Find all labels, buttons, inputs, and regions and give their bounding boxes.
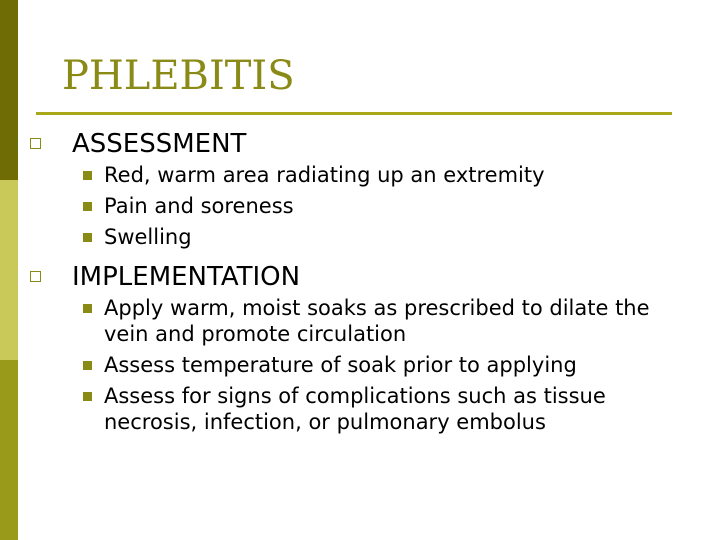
filled-square-bullet-icon — [83, 361, 92, 370]
filled-square-bullet-icon — [83, 233, 92, 242]
hollow-square-bullet-icon — [30, 271, 41, 282]
list-item-text: Red, warm area radiating up an extremity — [104, 163, 545, 187]
hollow-square-bullet-icon — [30, 138, 41, 149]
filled-square-bullet-icon — [83, 202, 92, 211]
list-item-text: Apply warm, moist soaks as prescribed to dilate the vein and promote circulation — [104, 296, 650, 346]
section-heading-assessment — [30, 126, 700, 162]
list-item-text: Pain and soreness — [104, 194, 294, 218]
list-item — [30, 295, 700, 352]
implementation-items — [30, 295, 700, 440]
accent-bar-middle-segment — [0, 180, 18, 360]
title-underline — [36, 112, 672, 115]
list-item-text: Swelling — [104, 225, 192, 249]
accent-bar-top-segment — [0, 0, 18, 180]
section-heading-text: ASSESSMENT — [72, 129, 247, 159]
slide-title: PHLEBITIS — [62, 53, 295, 99]
list-item-text: Assess for signs of complications such as tissue necrosis, infection, or pulmonary embolus — [104, 384, 606, 434]
list-item — [30, 352, 700, 383]
filled-square-bullet-icon — [83, 304, 92, 313]
list-item-text: Assess temperature of soak prior to applying — [104, 353, 577, 377]
list-item — [30, 224, 700, 255]
list-item — [30, 383, 700, 440]
slide-body — [30, 126, 700, 444]
list-item — [30, 193, 700, 224]
filled-square-bullet-icon — [83, 392, 92, 401]
outline-section-assessment — [30, 126, 700, 255]
accent-bar-bottom-segment — [0, 360, 18, 540]
outline-section-implementation — [30, 259, 700, 440]
list-item — [30, 162, 700, 193]
section-heading-text: IMPLEMENTATION — [72, 262, 301, 292]
section-heading-implementation — [30, 259, 700, 295]
left-accent-bar — [0, 0, 18, 540]
filled-square-bullet-icon — [83, 171, 92, 180]
assessment-items — [30, 162, 700, 255]
